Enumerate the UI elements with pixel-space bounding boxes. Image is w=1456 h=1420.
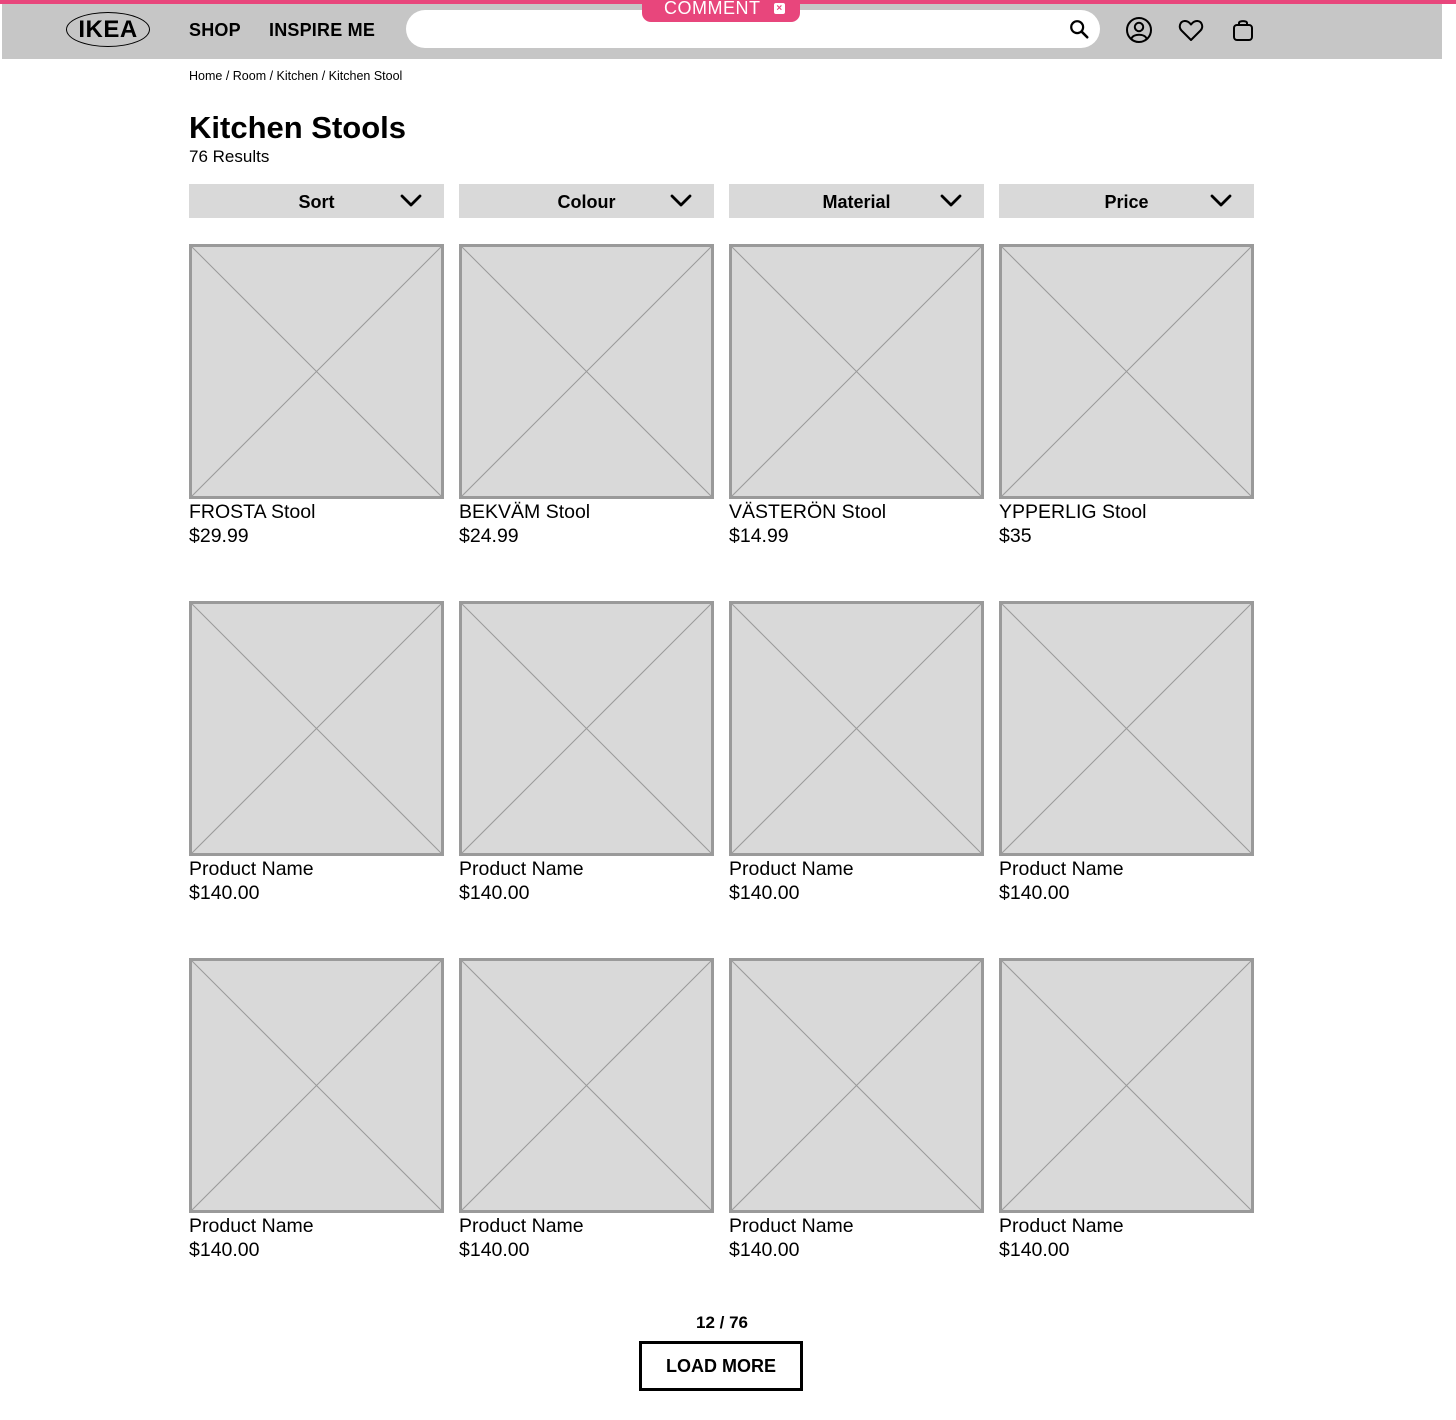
product-price: $24.99	[459, 525, 519, 547]
filter-label: Colour	[557, 192, 616, 212]
filter-dropdown-sort[interactable]	[189, 184, 444, 218]
product-image-placeholder[interactable]	[729, 601, 984, 856]
pagination-count: 12 / 76	[696, 1313, 748, 1332]
product-image-placeholder[interactable]	[729, 244, 984, 499]
product-price: $29.99	[189, 525, 249, 547]
wishlist-heart-icon[interactable]	[1177, 16, 1205, 44]
filter-label: Material	[822, 192, 891, 212]
product-card[interactable]	[729, 601, 984, 911]
product-card[interactable]	[189, 601, 444, 911]
breadcrumb-room[interactable]: Room	[232, 69, 267, 83]
product-card[interactable]	[729, 958, 984, 1268]
product-price: $140.00	[459, 1239, 530, 1261]
ikea-logo[interactable]: IKEA	[66, 12, 150, 47]
product-price: $140.00	[189, 1239, 260, 1261]
breadcrumb-separator: /	[318, 69, 329, 83]
filter-dropdown-price[interactable]	[999, 184, 1254, 218]
product-price: $140.00	[729, 882, 800, 904]
product-price: $140.00	[999, 1239, 1070, 1261]
product-image-placeholder[interactable]	[459, 244, 714, 499]
product-image-placeholder[interactable]	[189, 601, 444, 856]
product-image-placeholder[interactable]	[459, 601, 714, 856]
product-name[interactable]: VÄSTERÖN Stool	[729, 501, 887, 523]
chevron-down-icon	[670, 193, 692, 209]
product-card[interactable]	[999, 958, 1254, 1268]
product-price: $14.99	[729, 525, 789, 547]
product-card[interactable]	[999, 601, 1254, 911]
product-card[interactable]	[459, 958, 714, 1268]
product-card[interactable]	[189, 958, 444, 1268]
comment-tab-label: COMMENT	[664, 0, 761, 18]
breadcrumb-separator: /	[222, 69, 233, 83]
filter-label: Price	[1104, 192, 1149, 212]
product-name[interactable]: Product Name	[999, 1215, 1124, 1237]
chevron-down-icon	[940, 193, 962, 209]
product-price: $140.00	[999, 882, 1070, 904]
product-card[interactable]	[999, 244, 1254, 554]
product-image-placeholder[interactable]	[999, 601, 1254, 856]
product-image-placeholder[interactable]	[459, 958, 714, 1213]
results-count: 76 Results	[189, 147, 270, 166]
product-price: $140.00	[189, 882, 260, 904]
product-name[interactable]: BEKVÄM Stool	[459, 501, 591, 523]
search-icon[interactable]	[1068, 18, 1090, 40]
page-title: Kitchen Stools	[189, 110, 407, 145]
nav-inspire-me[interactable]: INSPIRE ME	[269, 20, 376, 40]
filter-label: Sort	[298, 192, 335, 212]
shopping-bag-icon[interactable]	[1229, 16, 1257, 44]
account-icon[interactable]	[1125, 16, 1153, 44]
comment-tab[interactable]	[642, 0, 800, 22]
breadcrumb	[189, 69, 402, 83]
breadcrumb-home[interactable]: Home	[189, 69, 223, 83]
product-card[interactable]	[459, 244, 714, 554]
product-price: $35	[999, 525, 1032, 547]
filter-dropdown-colour[interactable]	[459, 184, 714, 218]
chevron-down-icon	[1210, 193, 1232, 209]
load-more-button[interactable]: LOAD MORE	[639, 1341, 803, 1391]
product-name[interactable]: Product Name	[459, 858, 584, 880]
product-name[interactable]: Product Name	[189, 858, 314, 880]
product-card[interactable]	[459, 601, 714, 911]
product-name[interactable]: Product Name	[729, 1215, 854, 1237]
product-image-placeholder[interactable]	[189, 958, 444, 1213]
product-price: $140.00	[459, 882, 530, 904]
product-name[interactable]: YPPERLIG Stool	[999, 501, 1147, 523]
product-image-placeholder[interactable]	[729, 958, 984, 1213]
breadcrumb-kitchen-stool[interactable]: Kitchen Stool	[328, 69, 403, 83]
product-name[interactable]: FROSTA Stool	[189, 501, 316, 523]
product-name[interactable]: Product Name	[189, 1215, 314, 1237]
product-card[interactable]	[189, 244, 444, 554]
product-name[interactable]: Product Name	[459, 1215, 584, 1237]
product-image-placeholder[interactable]	[999, 244, 1254, 499]
product-price: $140.00	[729, 1239, 800, 1261]
product-image-placeholder[interactable]	[999, 958, 1254, 1213]
product-card[interactable]	[729, 244, 984, 554]
product-image-placeholder[interactable]	[189, 244, 444, 499]
nav-shop[interactable]: SHOP	[189, 20, 241, 40]
close-icon[interactable]: ×	[774, 3, 785, 14]
filter-dropdown-material[interactable]	[729, 184, 984, 218]
product-name[interactable]: Product Name	[729, 858, 854, 880]
product-name[interactable]: Product Name	[999, 858, 1124, 880]
breadcrumb-kitchen[interactable]: Kitchen	[276, 69, 319, 83]
breadcrumb-separator: /	[266, 69, 277, 83]
chevron-down-icon	[400, 193, 422, 209]
